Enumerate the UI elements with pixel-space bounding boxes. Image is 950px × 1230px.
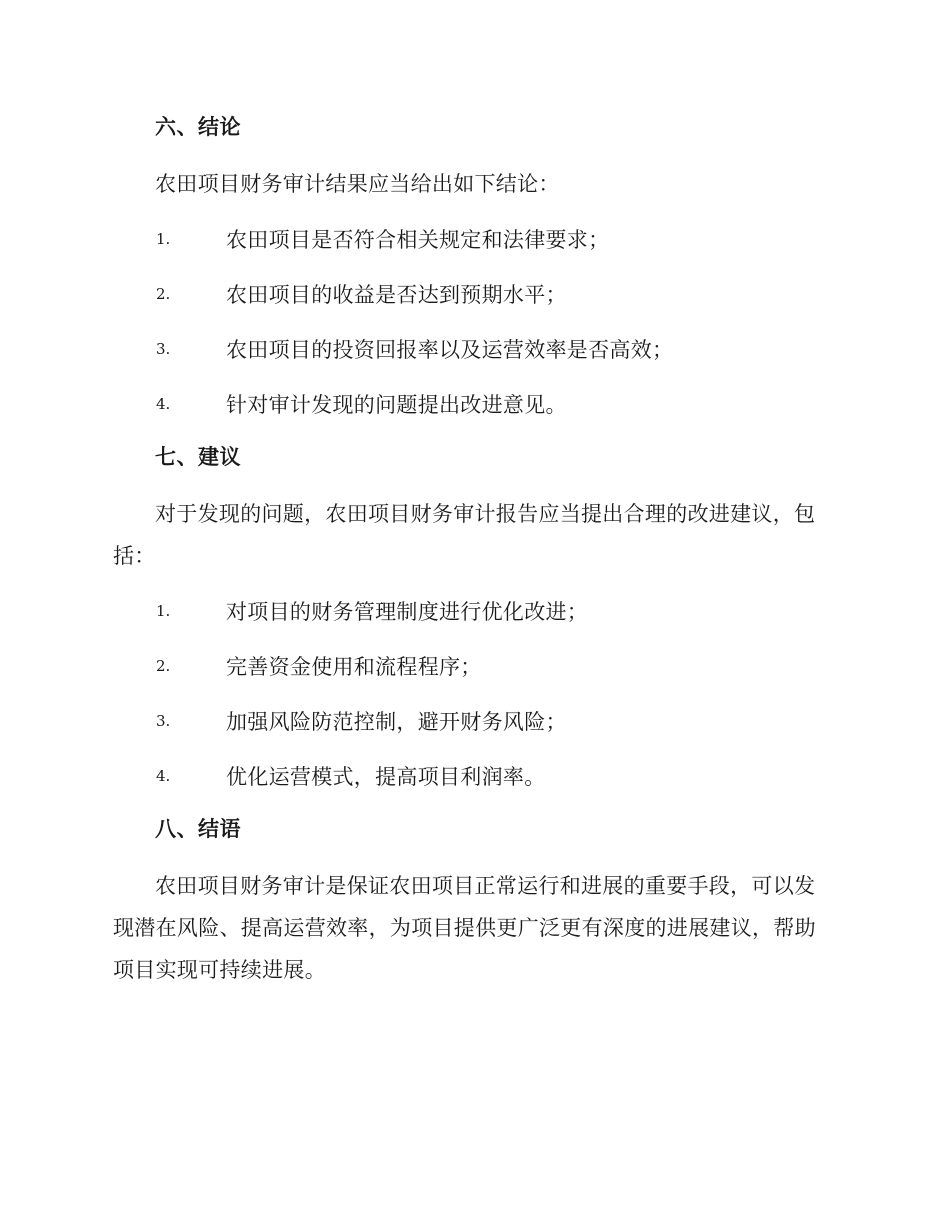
- list-number: 4.: [156, 395, 171, 413]
- section-heading-closing: 八、结语: [155, 816, 241, 841]
- list-item: [113, 383, 833, 425]
- list-number: 1.: [156, 602, 171, 620]
- list-number: 2.: [156, 657, 171, 675]
- list-text: 农田项目的投资回报率以及运营效率是否高效；: [226, 338, 674, 362]
- list-item: [113, 218, 833, 260]
- list-item: [113, 755, 833, 797]
- list-item: [113, 700, 833, 742]
- list-text: 农田项目是否符合相关规定和法律要求；: [226, 228, 610, 252]
- section-heading-suggestions: 七、建议: [155, 444, 241, 469]
- document-body: [113, 108, 833, 1004]
- list-item: [113, 645, 833, 687]
- list-text: 农田项目的收益是否达到预期水平；: [226, 283, 567, 307]
- list-item: [113, 590, 833, 632]
- list-text: 完善资金使用和流程程序；: [226, 655, 482, 679]
- list-text: 加强风险防范控制，避开财务风险；: [226, 710, 567, 734]
- section-heading-conclusion: 六、结论: [155, 114, 241, 139]
- list-text: 针对审计发现的问题提出改进意见。: [226, 393, 567, 417]
- list-item: [113, 273, 833, 315]
- section-intro-conclusion: 农田项目财务审计结果应当给出如下结论：: [155, 172, 560, 196]
- section-intro-suggestions: 对于发现的问题，农田项目财务审计报告应当提出合理的改进建议，包括：: [113, 502, 816, 568]
- list-text: 优化运营模式，提高项目利润率。: [226, 765, 546, 789]
- list-number: 1.: [156, 230, 171, 248]
- section-intro-closing: 农田项目财务审计是保证农田项目正常运行和进展的重要手段，可以发现潜在风险、提高运营效率，为项目提供更广泛更有深度的进展建议，帮助项目实现可持续进展。: [113, 874, 816, 982]
- list-number: 2.: [156, 285, 171, 303]
- list-text: 对项目的财务管理制度进行优化改进；: [226, 600, 589, 624]
- list-number: 3.: [156, 712, 171, 730]
- list-number: 4.: [156, 767, 171, 785]
- list-number: 3.: [156, 340, 171, 358]
- list-item: [113, 328, 833, 370]
